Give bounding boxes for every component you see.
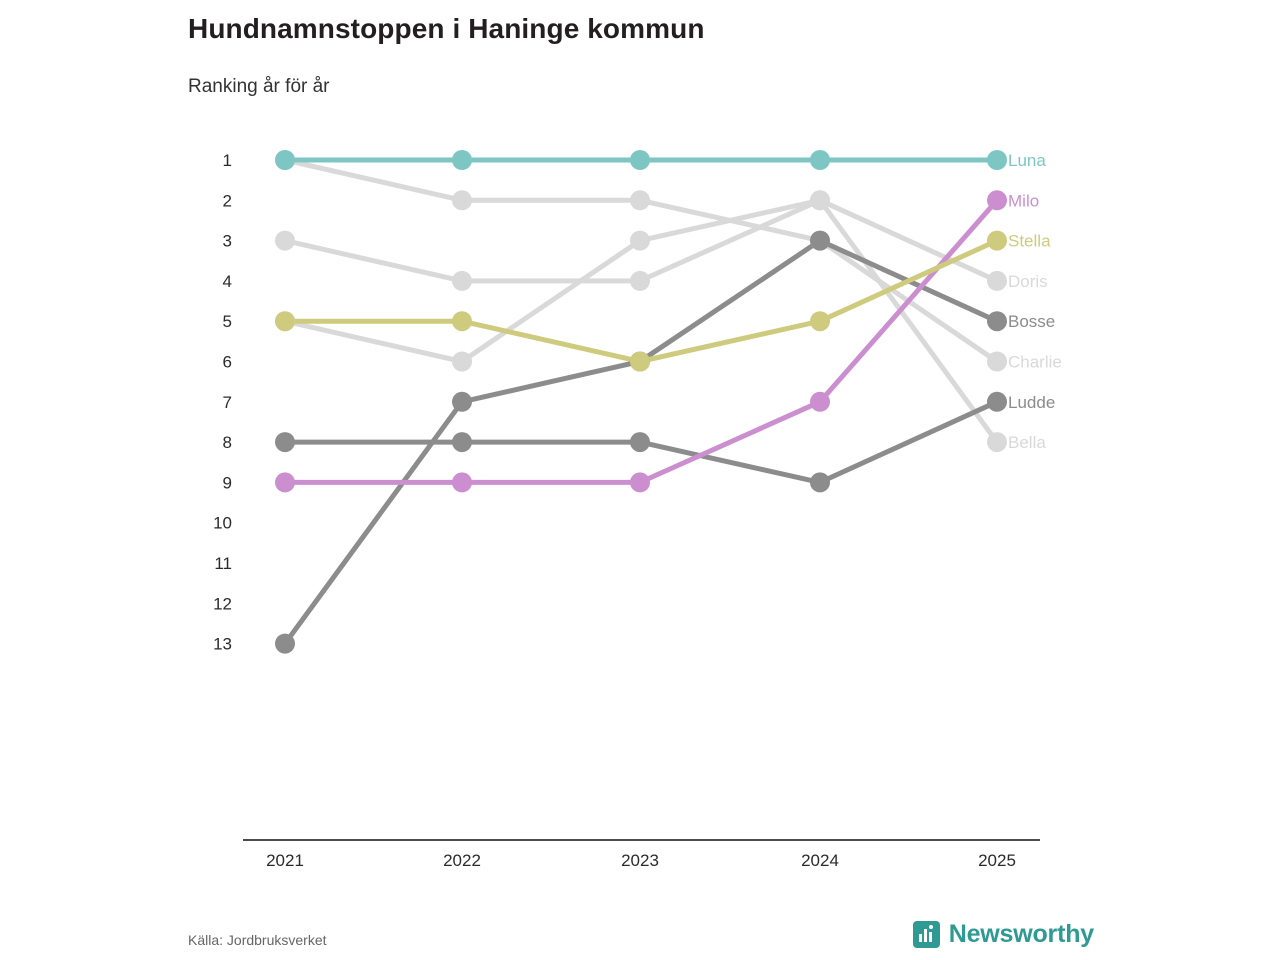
y-tick-label: 3 xyxy=(222,231,232,251)
series-label: Luna xyxy=(1008,151,1046,170)
data-point xyxy=(810,231,830,251)
y-tick-label: 8 xyxy=(222,433,232,453)
data-point xyxy=(275,311,295,331)
series-label: Ludde xyxy=(1008,392,1056,412)
data-point xyxy=(630,432,650,452)
data-point xyxy=(630,352,650,372)
data-point xyxy=(810,190,830,210)
y-tick-label: 13 xyxy=(213,634,232,654)
y-tick-label: 5 xyxy=(222,312,232,332)
series-labels xyxy=(1008,151,1062,452)
data-point xyxy=(275,472,295,492)
data-point xyxy=(810,150,830,170)
data-point xyxy=(452,150,472,170)
y-tick-label: 1 xyxy=(222,151,232,170)
data-point xyxy=(987,190,1007,210)
data-point xyxy=(452,271,472,291)
x-tick-label: 2023 xyxy=(621,851,659,870)
series-label: Bosse xyxy=(1008,312,1056,332)
data-point xyxy=(987,352,1007,372)
series-label: Bella xyxy=(1008,433,1046,453)
series-line xyxy=(285,160,997,362)
y-axis-ticks xyxy=(213,151,232,654)
y-tick-label: 11 xyxy=(214,554,232,573)
data-point xyxy=(452,190,472,210)
data-point xyxy=(630,472,650,492)
data-point xyxy=(452,432,472,452)
source-note: Källa: Jordbruksverket xyxy=(188,932,327,948)
series-label: Milo xyxy=(1008,191,1040,211)
data-point xyxy=(810,392,830,412)
x-axis-ticks xyxy=(266,851,1016,870)
data-point xyxy=(452,472,472,492)
data-point xyxy=(987,311,1007,331)
data-point xyxy=(452,352,472,372)
series-label: Doris xyxy=(1008,271,1048,291)
y-tick-label: 12 xyxy=(213,594,232,614)
page-subtitle: Ranking år för år xyxy=(188,76,330,97)
y-tick-label: 6 xyxy=(222,352,232,372)
data-point xyxy=(630,150,650,170)
data-point xyxy=(630,231,650,251)
series-label: Charlie xyxy=(1008,352,1062,372)
data-point xyxy=(987,392,1007,412)
data-point xyxy=(630,190,650,210)
page-title: Hundnamnstoppen i Haninge kommun xyxy=(188,13,705,44)
x-tick-label: 2022 xyxy=(443,851,481,870)
data-point xyxy=(987,271,1007,291)
data-point xyxy=(275,231,295,251)
data-point xyxy=(987,432,1007,452)
data-point xyxy=(452,311,472,331)
y-tick-label: 4 xyxy=(222,271,232,291)
bar-chart-icon xyxy=(913,921,940,948)
brand-name: Newsworthy xyxy=(948,920,1094,948)
data-point xyxy=(987,150,1007,170)
data-point xyxy=(275,634,295,654)
data-point xyxy=(630,271,650,291)
y-tick-label: 9 xyxy=(222,473,232,493)
data-point xyxy=(810,311,830,331)
data-point xyxy=(987,231,1007,251)
x-tick-label: 2021 xyxy=(266,851,304,870)
series-label: Stella xyxy=(1008,231,1051,251)
data-point xyxy=(275,432,295,452)
y-tick-label: 2 xyxy=(222,191,232,211)
x-tick-label: 2025 xyxy=(978,851,1016,870)
data-point xyxy=(810,472,830,492)
y-tick-label: 10 xyxy=(213,513,232,533)
series-points xyxy=(275,150,1007,654)
y-tick-label: 7 xyxy=(222,392,232,412)
x-tick-label: 2024 xyxy=(801,851,839,870)
brand-logo xyxy=(913,920,1094,949)
data-point xyxy=(452,392,472,412)
data-point xyxy=(275,150,295,170)
